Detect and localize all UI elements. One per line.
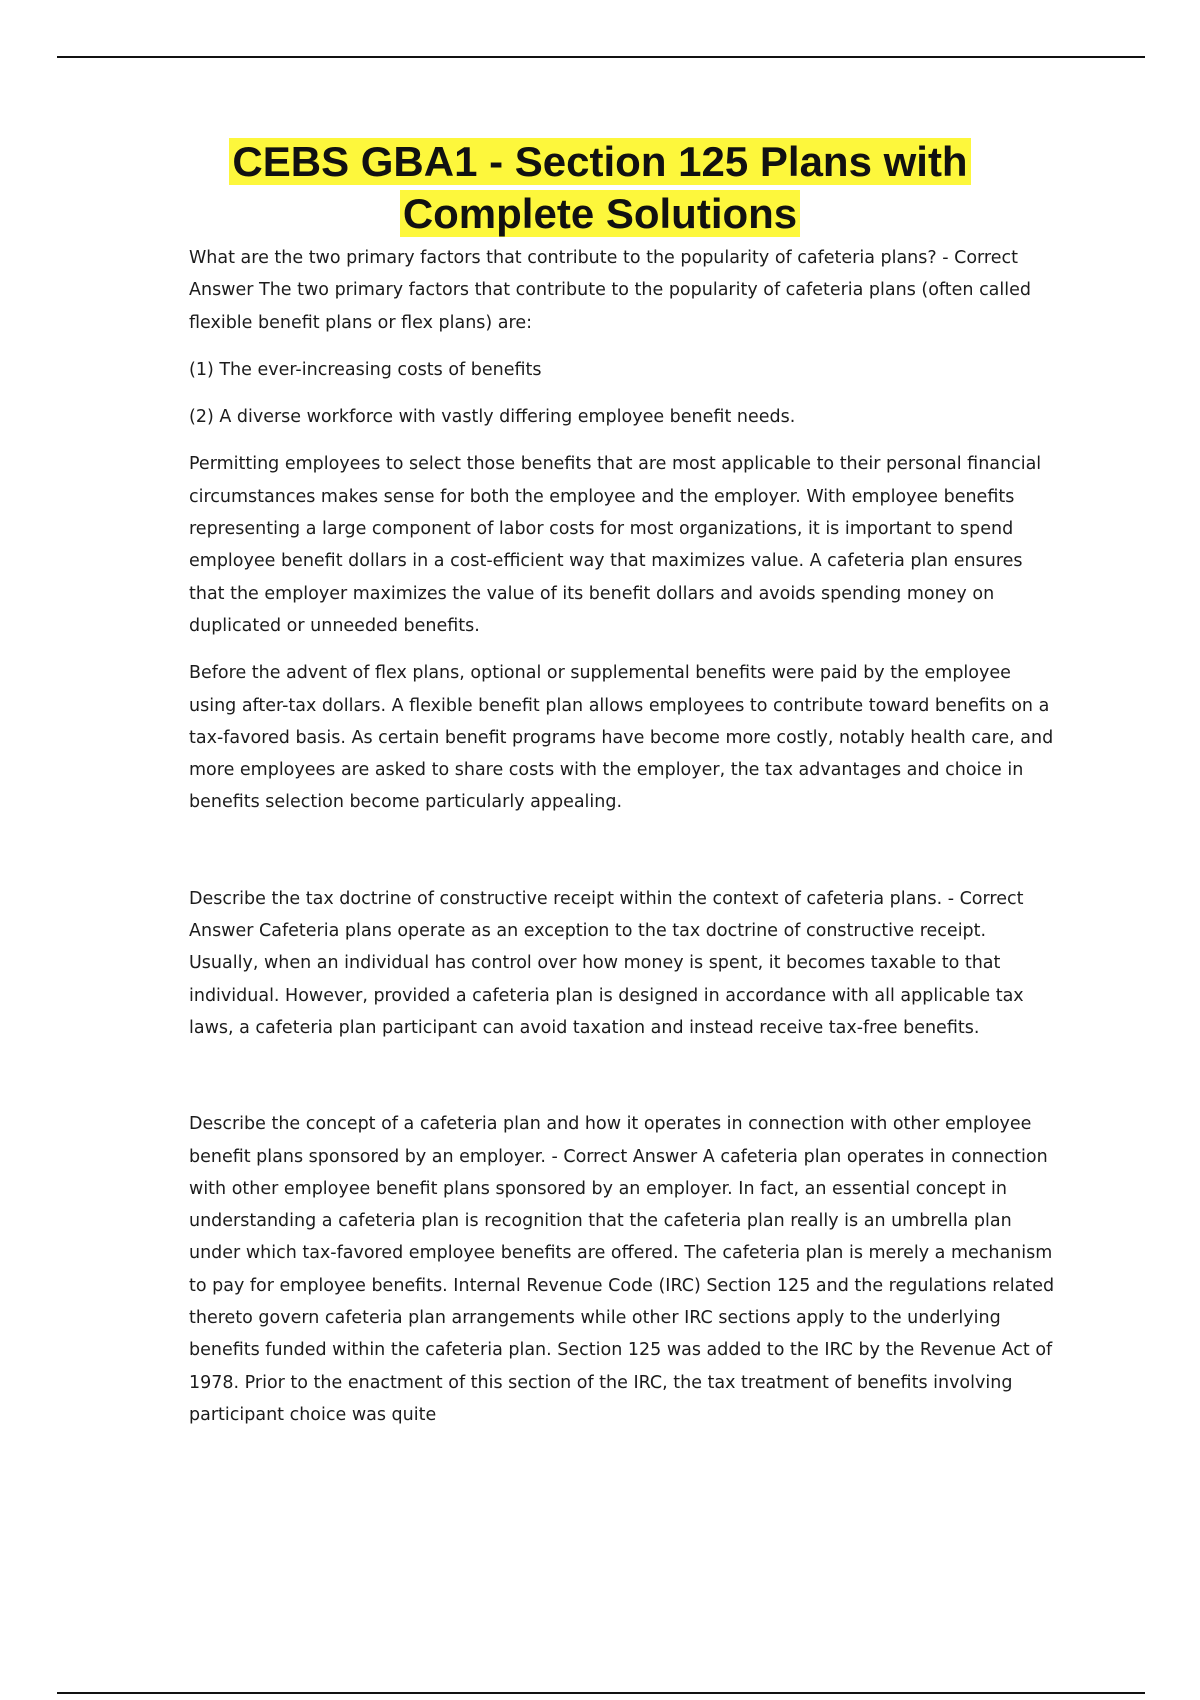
top-rule xyxy=(57,56,1145,58)
answer-1-paragraph-2: Permitting employees to select those benefits that are most applicable to their personal financial circumstances makes sense for both the employee and the employer. With employee benefits representing a large component of labor costs for most organizations, it is important to spend employee benefit dollars in a cost-efficient way that maximizes value. A cafeteria plan ensures that the employer maximizes the value of its benefit dollars and avoids spending money on duplicated or unneeded benefits. xyxy=(189,454,1042,636)
question-1-paragraph: What are the two primary factors that contribute to the popularity of cafeteria plans? - Correct Answer The two primary factors that contribute to the popularity of cafeteria plans (often called flexible benefit plans or flex plans) are: xyxy=(189,248,1032,333)
question-3-paragraph: Describe the concept of a cafeteria plan and how it operates in connection with other employee benefit plans sponsored by an employer. - Correct Answer A cafeteria plan operates in connection with other employee benefit plans sponsored by an employer. In fact, an essential concept in understanding a cafeteria plan is recognition that the cafeteria plan really is an umbrella plan under which tax-favored employee benefits are offered. The cafeteria plan is merely a mechanism to pay for employee benefits. Internal Revenue Code (IRC) Section 125 and the regulations related thereto govern cafeteria plan arrangements while other IRC sections apply to the underlying benefits funded within the cafeteria plan. Section 125 was added to the IRC by the Revenue Act of 1978. Prior to the enactment of this section of the IRC, the tax treatment of benefits involving participant choice was quite xyxy=(189,1114,1055,1425)
title-line-1: CEBS GBA1 - Section 125 Plans with xyxy=(229,138,970,185)
list-item-1: (1) The ever-increasing costs of benefits xyxy=(189,359,542,380)
bottom-rule xyxy=(57,1692,1145,1694)
question-2-paragraph: Describe the tax doctrine of constructive receipt within the context of cafeteria plans. - Correct Answer Cafeteria plans operate as an exception to the tax doctrine of constructive receipt. Usually, when an individual has control over how money is spent, it becomes taxable to that individual. However, provided a cafeteria plan is designed in accordance with all applicable tax laws, a cafeteria plan participant can avoid taxation and instead receive tax-free benefits. xyxy=(189,888,1024,1038)
document-body xyxy=(189,242,1059,1446)
answer-1-paragraph-3: Before the advent of flex plans, optional or supplemental benefits were paid by the employee using after-tax dollars. A flexible benefit plan allows employees to contribute toward benefits on a tax-favored basis. As certain benefit programs have become more costly, notably health care, and more employees are asked to share costs with the employer, the tax advantages and choice in benefits selection become particularly appealing. xyxy=(189,663,1054,813)
list-item-2: (2) A diverse workforce with vastly differing employee benefit needs. xyxy=(189,407,796,428)
title-line-2: Complete Solutions xyxy=(400,190,800,237)
document-title xyxy=(150,136,1050,240)
